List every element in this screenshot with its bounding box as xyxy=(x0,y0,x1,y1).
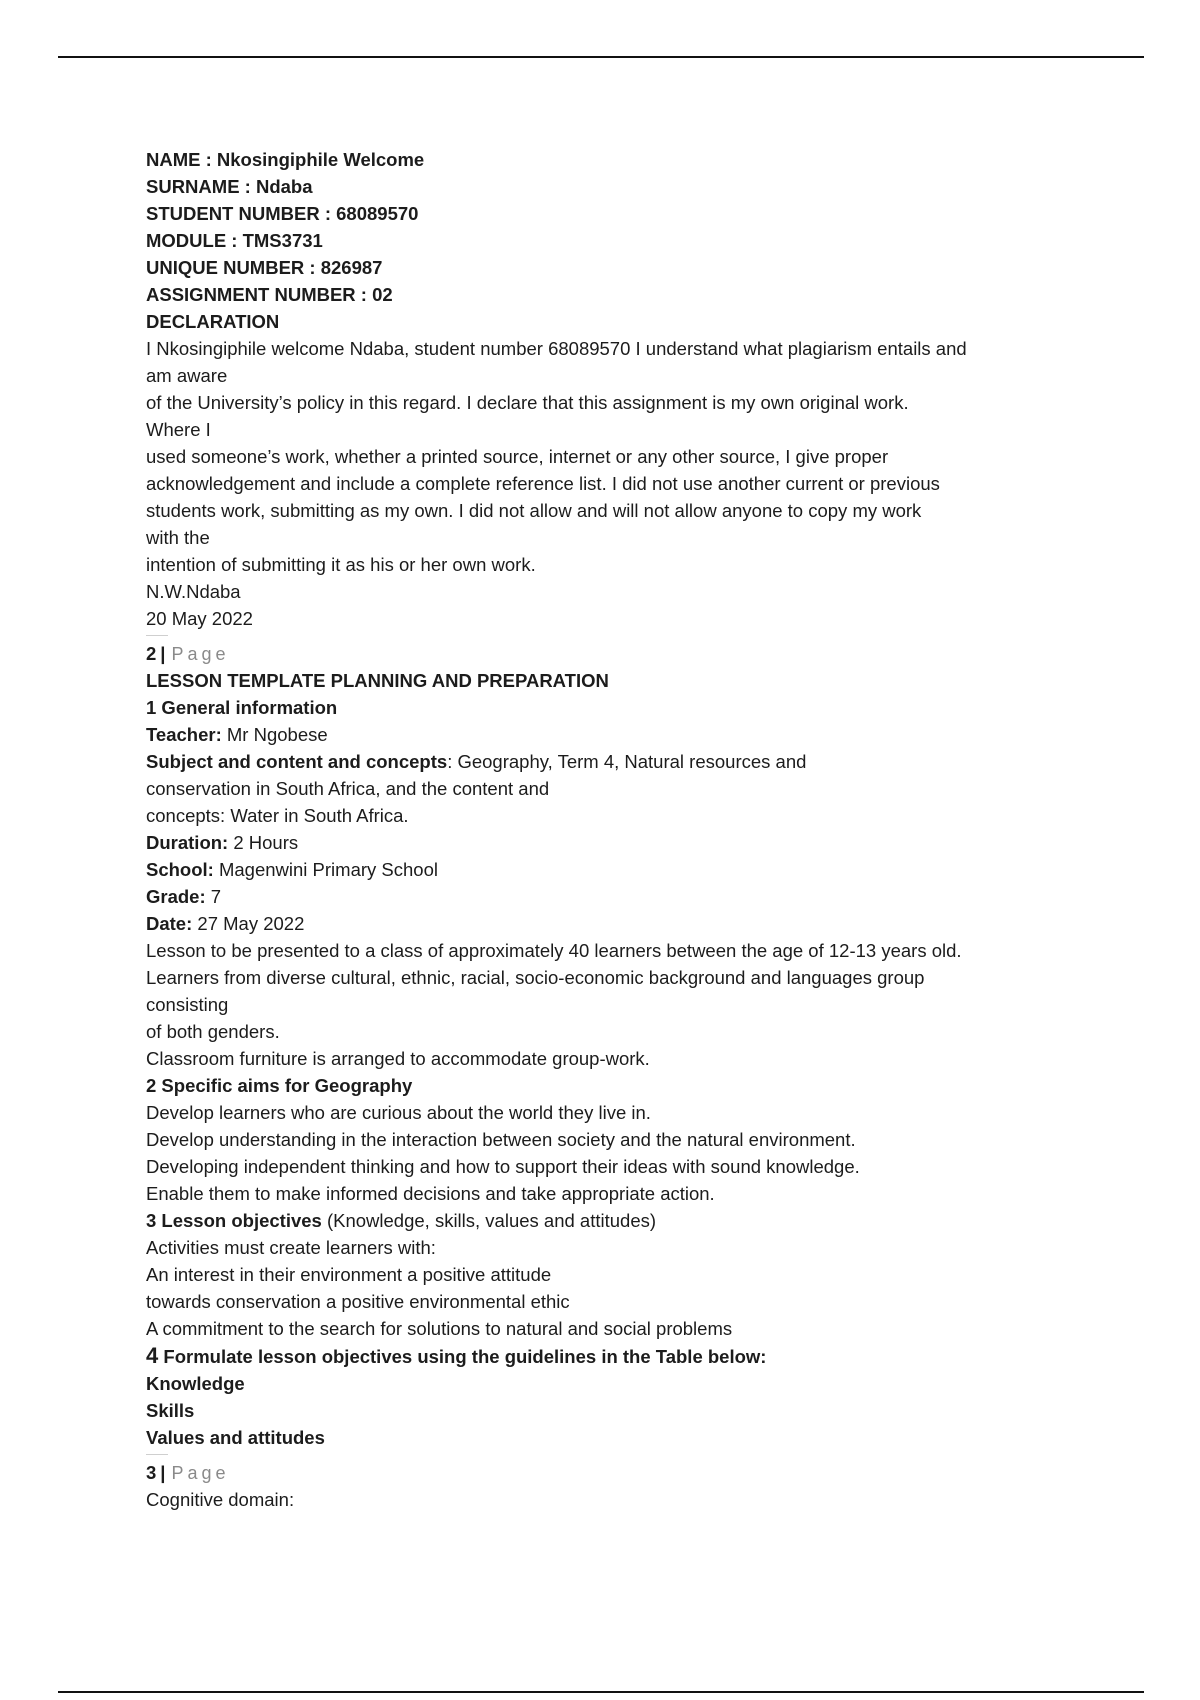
page-marker-divider xyxy=(146,1454,168,1455)
class-description-line: Learners from diverse cultural, ethnic, racial, socio-economic background and languages group xyxy=(146,967,925,988)
formulate-number: 4 xyxy=(146,1343,159,1368)
class-description-line: of both genders. xyxy=(146,1021,280,1042)
page-separator: | xyxy=(160,643,166,664)
aim-item: Enable them to make informed decisions and take appropriate action. xyxy=(146,1183,715,1204)
objectives-heading: 3 Lesson objectives xyxy=(146,1210,322,1231)
page-word: Page xyxy=(171,1463,230,1483)
declaration-line: am aware xyxy=(146,365,228,386)
module-code: MODULE : TMS3731 xyxy=(146,230,323,251)
declaration-line: of the University’s policy in this regard. I declare that this assignment is my own original work. xyxy=(146,392,909,413)
knowledge-heading: Knowledge xyxy=(146,1373,245,1394)
general-info-heading: 1 General information xyxy=(146,697,338,718)
lesson-title: LESSON TEMPLATE PLANNING AND PREPARATION xyxy=(146,670,609,691)
aim-item: Develop understanding in the interaction between society and the natural environment. xyxy=(146,1129,856,1150)
formulate-heading xyxy=(146,1342,1066,1370)
page-separator: | xyxy=(160,1462,166,1483)
declaration-line: I Nkosingiphile welcome Ndaba, student number 68089570 I understand what plagiarism entails and xyxy=(146,338,967,359)
teacher-line xyxy=(146,721,1066,748)
page-marker-2 xyxy=(146,640,1066,667)
declaration-line: Where I xyxy=(146,419,211,440)
declaration-line: students work, submitting as my own. I did not allow and will not allow anyone to copy my work xyxy=(146,500,922,521)
unique-number: UNIQUE NUMBER : 826987 xyxy=(146,257,383,278)
values-heading: Values and attitudes xyxy=(146,1427,325,1448)
grade-line xyxy=(146,883,1066,910)
page-marker-3 xyxy=(146,1459,1066,1486)
duration-label: Duration: xyxy=(146,832,229,853)
objective-item: towards conservation a positive environmental ethic xyxy=(146,1291,570,1312)
date-line xyxy=(146,910,1066,937)
page-number: 2 xyxy=(146,643,157,664)
bottom-rule xyxy=(58,1691,1144,1693)
declaration-signature: N.W.Ndaba xyxy=(146,581,241,602)
formulate-text: Formulate lesson objectives using the guidelines in the Table below: xyxy=(158,1346,767,1367)
student-number: STUDENT NUMBER : 68089570 xyxy=(146,203,419,224)
declaration-line: intention of submitting it as his or her own work. xyxy=(146,554,536,575)
school-label: School: xyxy=(146,859,214,880)
objectives-heading-line xyxy=(146,1207,1066,1234)
subject-line-cont: concepts: Water in South Africa. xyxy=(146,805,409,826)
declaration-line: acknowledgement and include a complete reference list. I did not use another current or previous xyxy=(146,473,940,494)
declaration-date: 20 May 2022 xyxy=(146,608,253,629)
page-number: 3 xyxy=(146,1462,157,1483)
page-word: Page xyxy=(171,644,230,664)
date-value: 27 May 2022 xyxy=(192,913,305,934)
declaration-heading: DECLARATION xyxy=(146,311,280,332)
objectives-subheading: (Knowledge, skills, values and attitudes) xyxy=(321,1210,657,1231)
grade-value: 7 xyxy=(205,886,222,907)
subject-label: Subject and content and concepts xyxy=(146,751,448,772)
subject-value: : Geography, Term 4, Natural resources and xyxy=(447,751,807,772)
school-line xyxy=(146,856,1066,883)
student-surname: SURNAME : Ndaba xyxy=(146,176,313,197)
assignment-number: ASSIGNMENT NUMBER : 02 xyxy=(146,284,393,305)
cognitive-domain-label: Cognitive domain: xyxy=(146,1489,295,1510)
objective-item: A commitment to the search for solutions to natural and social problems xyxy=(146,1318,733,1339)
duration-line xyxy=(146,829,1066,856)
skills-heading: Skills xyxy=(146,1400,195,1421)
declaration-line: with the xyxy=(146,527,210,548)
objective-item: An interest in their environment a positive attitude xyxy=(146,1264,552,1285)
school-value: Magenwini Primary School xyxy=(213,859,438,880)
top-rule xyxy=(58,56,1144,58)
document-body xyxy=(146,146,1066,1513)
aim-item: Develop learners who are curious about the world they live in. xyxy=(146,1102,651,1123)
subject-line-cont: conservation in South Africa, and the content and xyxy=(146,778,550,799)
aims-heading: 2 Specific aims for Geography xyxy=(146,1075,413,1096)
teacher-label: Teacher: xyxy=(146,724,222,745)
class-description-line: Classroom furniture is arranged to accommodate group-work. xyxy=(146,1048,650,1069)
teacher-value: Mr Ngobese xyxy=(221,724,328,745)
duration-value: 2 Hours xyxy=(228,832,299,853)
student-name: NAME : Nkosingiphile Welcome xyxy=(146,149,425,170)
declaration-line: used someone’s work, whether a printed source, internet or any other source, I give proper xyxy=(146,446,889,467)
subject-line xyxy=(146,748,1066,775)
class-description-line: Lesson to be presented to a class of approximately 40 learners between the age of 12-13 years old. xyxy=(146,940,962,961)
page-marker-divider xyxy=(146,635,168,636)
date-label: Date: xyxy=(146,913,193,934)
aim-item: Developing independent thinking and how to support their ideas with sound knowledge. xyxy=(146,1156,860,1177)
grade-label: Grade: xyxy=(146,886,206,907)
objective-item: Activities must create learners with: xyxy=(146,1237,436,1258)
class-description-line: consisting xyxy=(146,994,229,1015)
